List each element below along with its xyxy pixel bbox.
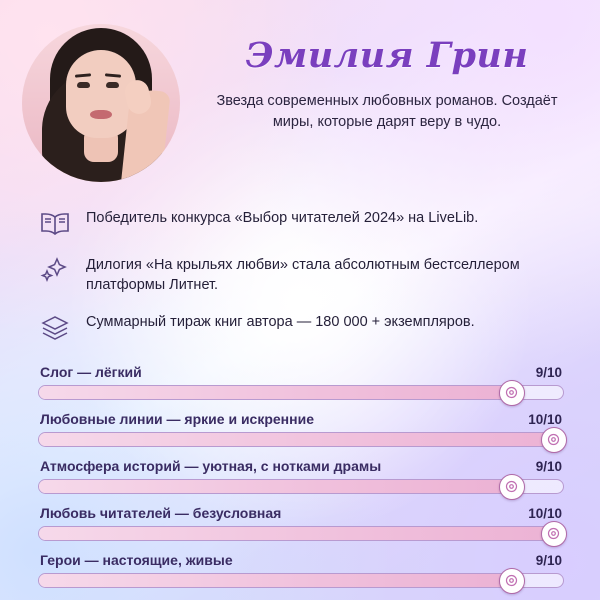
fact-item <box>38 312 568 342</box>
header-text-block <box>196 24 578 133</box>
rating-header <box>38 505 564 521</box>
author-tagline: Звезда современных любовных романов. Создаёт миры, которые дарят веру в чудо. <box>216 92 558 130</box>
rating-slider[interactable] <box>38 479 564 494</box>
book-stack-icon <box>38 312 72 342</box>
rating-label: Атмосфера историй — уютная, с нотками драмы <box>40 458 382 475</box>
rating-label: Любовь читателей — безусловная <box>40 505 282 522</box>
rating-slider-fill <box>39 480 511 493</box>
rating-row <box>38 552 564 588</box>
rating-slider-knob[interactable] <box>499 474 525 500</box>
portrait-lips <box>90 110 112 119</box>
rating-value: 9/10 <box>535 459 562 475</box>
sparkles-icon <box>38 255 72 285</box>
ratings-list <box>22 364 578 588</box>
rating-slider[interactable] <box>38 385 564 400</box>
rating-value: 9/10 <box>535 553 562 569</box>
portrait-eye-right <box>106 82 119 88</box>
rating-label: Слог — лёгкий <box>40 364 142 381</box>
rating-slider-knob[interactable] <box>541 521 567 547</box>
rating-header <box>38 411 564 427</box>
rating-slider[interactable] <box>38 573 564 588</box>
rating-value: 9/10 <box>535 365 562 381</box>
rating-slider-fill <box>39 433 563 446</box>
author-portrait <box>22 24 180 182</box>
rating-row <box>38 505 564 541</box>
fact-item <box>38 255 568 295</box>
rating-slider-fill <box>39 527 563 540</box>
author-name: Эмилия Грин <box>245 35 529 76</box>
fact-text: Суммарный тираж книг автора — 180 000 + экземпляров. <box>86 314 475 331</box>
rating-label: Любовные линии — яркие и искренние <box>40 411 314 428</box>
rating-value: 10/10 <box>528 506 562 522</box>
rating-value: 10/10 <box>528 412 562 428</box>
rating-row <box>38 364 564 400</box>
rating-slider-knob[interactable] <box>541 427 567 453</box>
rating-row <box>38 458 564 494</box>
fact-item <box>38 208 568 238</box>
fact-text: Победитель конкурса «Выбор читателей 2024» на LiveLib. <box>86 210 479 226</box>
card-header <box>22 18 578 182</box>
open-book-icon <box>38 208 72 238</box>
rating-slider-knob[interactable] <box>499 380 525 406</box>
rating-row <box>38 411 564 447</box>
facts-list <box>22 208 578 342</box>
rating-label: Герои — настоящие, живые <box>40 552 233 569</box>
rating-slider[interactable] <box>38 432 564 447</box>
rating-slider[interactable] <box>38 526 564 541</box>
rating-header <box>38 458 564 474</box>
rating-header <box>38 552 564 568</box>
rating-slider-fill <box>39 574 511 587</box>
rating-slider-knob[interactable] <box>499 568 525 594</box>
rating-header <box>38 364 564 380</box>
portrait-eye-left <box>77 82 90 88</box>
rating-slider-fill <box>39 386 511 399</box>
fact-text: Дилогия «На крыльях любви» стала абсолютным бестселлером платформы Литнет. <box>86 257 520 293</box>
